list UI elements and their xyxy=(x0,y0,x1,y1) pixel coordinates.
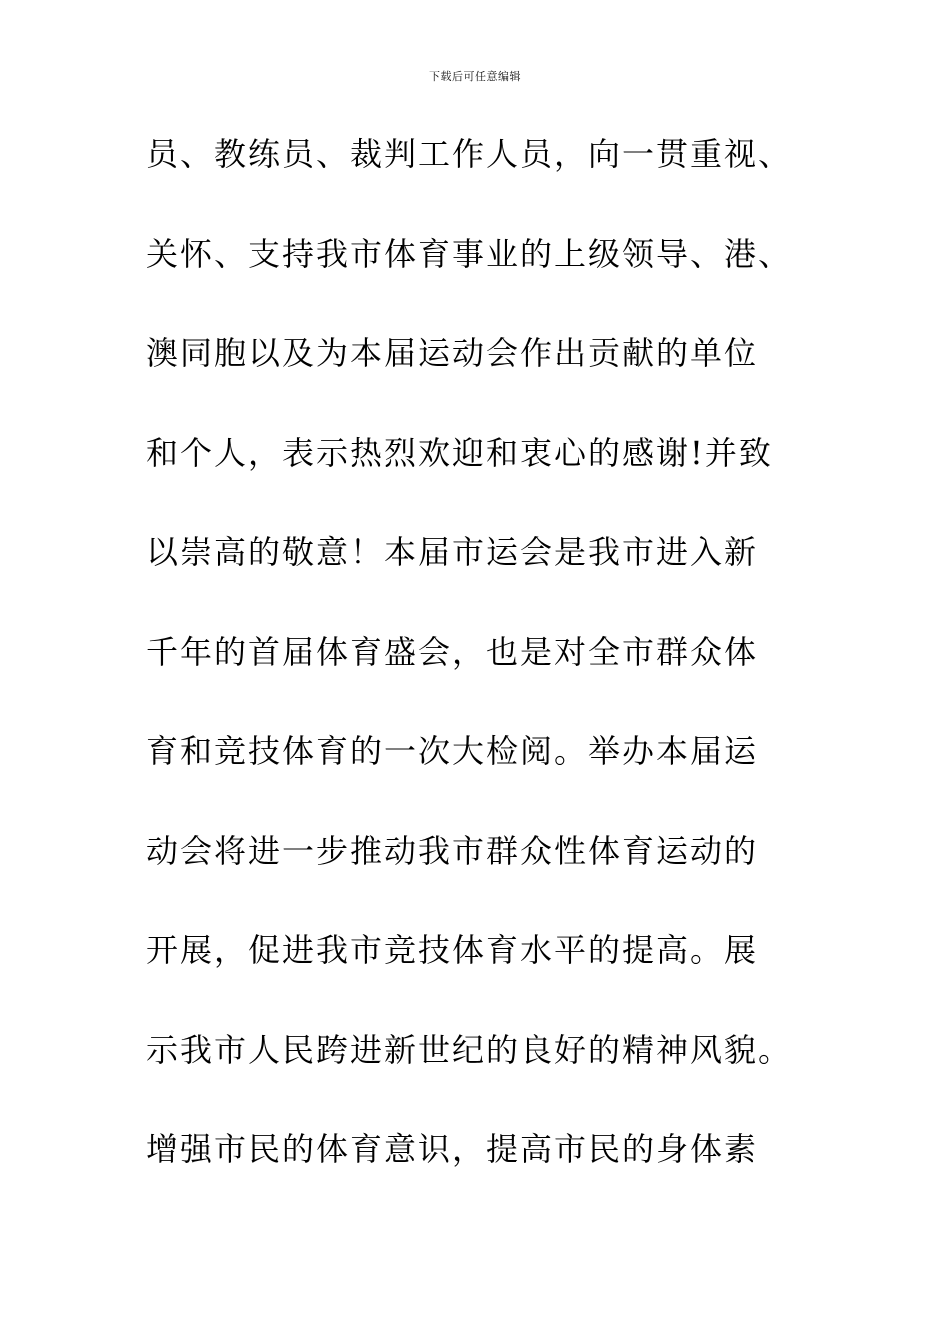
text-line: 关怀、支持我市体育事业的上级领导、港、 xyxy=(146,234,793,273)
text-line: 澳同胞以及为本届运动会作出贡献的单位 xyxy=(146,334,759,372)
text-line: 示我市人民跨进新世纪的良好的精神风貌。 xyxy=(146,1030,793,1069)
text-line: 动会将进一步推动我市群众性体育运动的 xyxy=(146,831,759,870)
header-note: 下载后可任意编辑 xyxy=(429,70,521,83)
text-line: 千年的首届体育盛会，也是对全市群众体 xyxy=(146,632,759,671)
body-text xyxy=(146,124,826,1219)
text-line: 育和竞技体育的一次大检阅。举办本届运 xyxy=(146,732,759,770)
text-line: 以崇高的敬意！本届市运会是我市进入新 xyxy=(146,533,759,571)
text-line: 开展，促进我市竞技体育水平的提高。展 xyxy=(146,931,759,969)
text-line: 员、教练员、裁判工作人员，向一贯重视、 xyxy=(146,135,793,173)
text-line: 和个人，表示热烈欢迎和衷心的感谢!并致 xyxy=(146,433,773,472)
text-line: 增强市民的体育意识，提高市民的身体素 xyxy=(146,1130,759,1168)
